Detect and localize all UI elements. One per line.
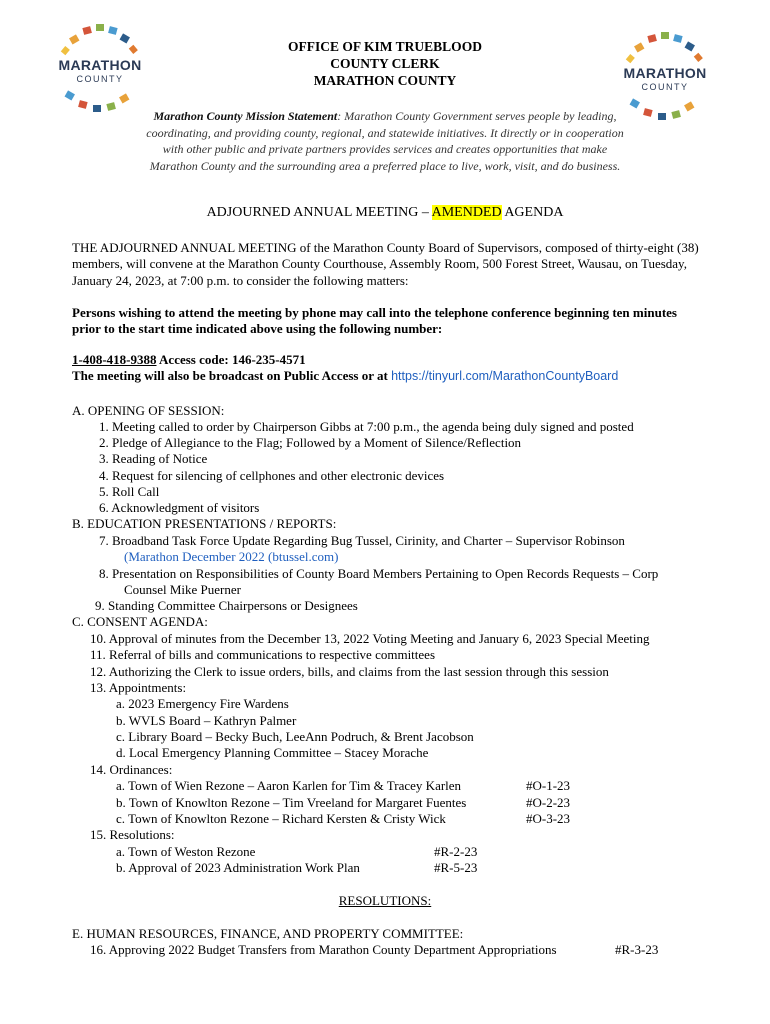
list-item: 8. Presentation on Responsibilities of County Board Members Pertaining to Open Records Requests – Corp	[99, 566, 659, 581]
btussel-link[interactable]: (Marathon December 2022 (btussel.com)	[124, 549, 339, 564]
header-line-county: MARATHON COUNTY	[313, 73, 457, 88]
list-item-continuation: Counsel Mike Puerner	[124, 582, 241, 597]
mission-label: Marathon County Mission Statement	[153, 109, 338, 123]
mission-statement	[140, 108, 630, 174]
sub-item: c. Library Board – Becky Buch, LeeAnn Podruch, & Brent Jacobson	[116, 729, 474, 744]
sub-item: a. Town of Weston Rezone	[116, 844, 256, 859]
broadcast-text: The meeting will also be broadcast on Public Access or at	[72, 368, 392, 384]
logo-subtext: COUNTY	[641, 82, 689, 92]
section-a-heading: A. OPENING OF SESSION:	[72, 403, 225, 418]
list-item: 3. Reading of Notice	[99, 451, 208, 466]
list-item: 6. Acknowledgment of visitors	[99, 500, 260, 515]
sub-item: b. WVLS Board – Kathryn Palmer	[116, 713, 297, 728]
header-line-clerk: COUNTY CLERK	[330, 56, 440, 71]
amended-highlight: AMENDED	[431, 205, 502, 220]
list-item: 7. Broadband Task Force Update Regarding Bug Tussel, Cirinity, and Charter – Supervisor Robinson	[99, 533, 625, 548]
phone-notice: Persons wishing to attend the meeting by phone may call into the telephone conference beginning ten minutes prior to the start time indicated above using the following number:	[72, 305, 677, 337]
logo-wordmark: MARATHON	[623, 65, 707, 81]
ordinance-code: #O-2-23	[526, 795, 571, 810]
ordinance-code: #O-3-23	[526, 811, 571, 826]
list-item: 5. Roll Call	[99, 484, 160, 499]
list-item: 2. Pledge of Allegiance to the Flag; Followed by a Moment of Silence/Reflection	[99, 435, 522, 450]
list-item: 14. Ordinances:	[90, 762, 173, 777]
logo-wordmark: MARATHON	[58, 57, 142, 73]
list-item: 10. Approval of minutes from the December 13, 2022 Voting Meeting and January 6, 2023 Special Meeting	[90, 631, 650, 646]
list-item: 11. Referral of bills and communications to respective committees	[90, 647, 436, 662]
list-item: 13. Appointments:	[90, 680, 187, 695]
sub-item: b. Approval of 2023 Administration Work Plan	[116, 860, 360, 875]
list-item: 1. Meeting called to order by Chairperson Gibbs at 7:00 p.m., the agenda being duly signed and posted	[99, 419, 634, 434]
list-item: 16. Approving 2022 Budget Transfers from Marathon County Department Appropriations	[90, 942, 557, 957]
list-item: 15. Resolutions:	[90, 827, 175, 842]
office-header	[0, 38, 770, 89]
sub-item: d. Local Emergency Planning Committee – Stacey Morache	[116, 745, 429, 760]
sub-item: c. Town of Knowlton Rezone – Richard Kersten & Cristy Wick	[116, 811, 446, 826]
phone-number[interactable]: 1-408-418-9388	[72, 352, 157, 367]
list-item: 9. Standing Committee Chairpersons or Designees	[95, 598, 358, 613]
mission-text: : Marathon County Government serves people by leading, coordinating, and providing county, regional, and statewide initiatives. It directly or in cooperation with other public and private partners provides services and creates opportunities that make Marathon County and the surrounding area a preferred place to live, work, visit, and do business.	[146, 109, 624, 173]
section-e-heading: E. HUMAN RESOURCES, FINANCE, AND PROPERTY COMMITTEE:	[72, 926, 464, 941]
resolution-code: #R-2-23	[434, 844, 478, 859]
list-item: 4. Request for silencing of cellphones and other electronic devices	[99, 468, 445, 483]
phone-info	[72, 352, 702, 385]
header-line-office: OFFICE OF KIM TRUEBLOOD	[288, 39, 482, 54]
resolution-code: #R-3-23	[615, 942, 659, 957]
intro-paragraph: THE ADJOURNED ANNUAL MEETING of the Marathon County Board of Supervisors, composed of thirty-eight (38) members, will convene at the Marathon County Courthouse, Assembly Room, 500 Forest Street, Wausau, on Tuesday, January 24, 2023, at 7:00 p.m. to consider the following matters:	[72, 240, 699, 288]
agenda-title: ADJOURNED ANNUAL MEETING – AMENDED AGENDA	[206, 205, 564, 220]
sub-item: b. Town of Knowlton Rezone – Tim Vreeland for Margaret Fuentes	[116, 795, 467, 810]
list-item: 12. Authorizing the Clerk to issue orders, bills, and claims from the last session through this session	[90, 664, 609, 679]
section-b-heading: B. EDUCATION PRESENTATIONS / REPORTS:	[72, 516, 337, 531]
sub-item: a. 2023 Emergency Fire Wardens	[116, 696, 289, 711]
resolutions-heading: RESOLUTIONS:	[338, 893, 432, 908]
sub-item: a. Town of Wien Rezone – Aaron Karlen for Tim & Tracey Karlen	[116, 778, 462, 793]
logo-subtext: COUNTY	[76, 74, 124, 84]
broadcast-link[interactable]: https://tinyurl.com/MarathonCountyBoard	[391, 369, 619, 384]
ordinance-code: #O-1-23	[526, 778, 571, 793]
access-code: Access code: 146-235-4571	[156, 352, 306, 367]
section-c-heading: C. CONSENT AGENDA:	[72, 614, 208, 629]
resolution-code: #R-5-23	[434, 860, 478, 875]
